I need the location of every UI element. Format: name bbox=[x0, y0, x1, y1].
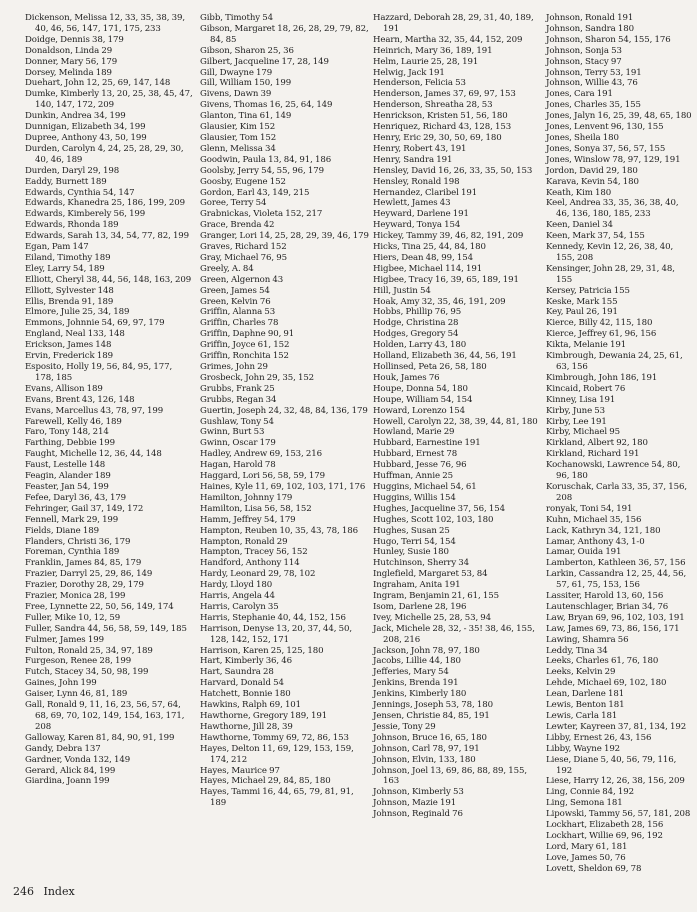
index-entry: Grabnickas, Violeta 152, 217 bbox=[200, 209, 323, 220]
index-entry: Henderson, Shreatha 28, 53 bbox=[373, 100, 493, 111]
index-entry: Houpe, William 54, 154 bbox=[373, 394, 473, 405]
index-entry: Kierce, Billy 42, 115, 180 bbox=[546, 318, 653, 329]
index-entry: Foreman, Cynthia 189 bbox=[25, 547, 120, 558]
index-entry: Johnson, Elvin, 133, 180 bbox=[373, 754, 476, 765]
index-entry: Johnson, Sonja 53 bbox=[546, 45, 622, 56]
index-entry: Hardy, Lloyd 180 bbox=[200, 580, 273, 591]
index-entry: Hughes, Scott 102, 103, 180 bbox=[373, 514, 494, 525]
index-entry: Jenkins, Brenda 191 bbox=[373, 678, 459, 689]
index-entry: Heyward, Tonya 154 bbox=[373, 220, 461, 231]
index-entry: Gilbert, Jacqueline 17, 28, 149 bbox=[200, 56, 329, 67]
index-entry: Hernandez, Claribel 191 bbox=[373, 187, 478, 198]
index-entry: Kirby, Michael 95 bbox=[546, 427, 620, 438]
index-entry: Hoak, Amy 32, 35, 46, 191, 209 bbox=[373, 296, 506, 307]
index-entry: Huggins, Michael 54, 61 bbox=[373, 481, 477, 492]
index-entry: Lamar, Ouida 191 bbox=[546, 547, 622, 558]
index-entry: Franklin, James 84, 85, 179 bbox=[25, 558, 142, 569]
index-entry: Kierce, Jeffrey 61, 96, 156 bbox=[546, 329, 657, 340]
index-entry: Libby, Wayne 192 bbox=[546, 743, 621, 754]
index-entry: Harrison, Karen 25, 125, 180 bbox=[200, 645, 324, 656]
index-entry: Ivey, Michelle 25, 28, 53, 94 bbox=[373, 612, 492, 623]
index-entry: Durden, Daryl 29, 198 bbox=[25, 165, 120, 176]
index-entry: Gaines, John 199 bbox=[25, 678, 97, 689]
index-entry: Leeks, Charles 61, 76, 180 bbox=[546, 656, 659, 667]
index-entry: Jones, Charles 35, 155 bbox=[546, 100, 641, 111]
index-entry: Keske, Mark 155 bbox=[546, 296, 618, 307]
index-entry: Holden, Larry 43, 180 bbox=[373, 340, 467, 351]
index-entry: Henry, Robert 43, 191 bbox=[373, 143, 467, 154]
index-entry: Karava, Kevin 54, 180 bbox=[546, 176, 639, 187]
index-entry: Doidge, Dennis 38, 179 bbox=[25, 34, 124, 45]
index-entry: Free, Lynnette 22, 50, 56, 149, 174 bbox=[25, 601, 174, 612]
index-entry: Kincaid, Robert 76 bbox=[546, 383, 626, 394]
index-entry: Hayes, Delton 11, 69, 129, 153, 159, 174, 212 bbox=[200, 743, 354, 765]
index-entry: Law, James 69, 73, 86, 156, 171 bbox=[546, 623, 680, 634]
index-entry: Glausier, Tom 152 bbox=[200, 132, 277, 143]
index-entry: Grace, Brenda 42 bbox=[200, 220, 275, 231]
index-entry: Hubbard, Ernest 78 bbox=[373, 449, 458, 460]
index-entry: Hodges, Gregory 54 bbox=[373, 329, 459, 340]
index-entry: Holland, Elizabeth 36, 44, 56, 191 bbox=[373, 351, 517, 362]
index-entry: Lean, Darlene 181 bbox=[546, 689, 625, 700]
index-entry: Kinney, Lisa 191 bbox=[546, 394, 616, 405]
index-entry: Edwards, Sarah 13, 34, 54, 77, 82, 199 bbox=[25, 231, 190, 242]
index-entry: Gibson, Sharon 25, 36 bbox=[200, 45, 294, 56]
index-entry: Heyward, Darlene 191 bbox=[373, 209, 469, 220]
index-entry: Grubbs, Frank 25 bbox=[200, 383, 275, 394]
index-entry: Lockhart, Willie 69, 96, 192 bbox=[546, 830, 663, 841]
index-entry: Hobbs, Phillip 76, 95 bbox=[373, 307, 462, 318]
index-entry: Kirby, Lee 191 bbox=[546, 416, 607, 427]
index-entry: Galloway, Karen 81, 84, 90, 91, 199 bbox=[25, 732, 175, 743]
index-entry: Lovett, Sheldon 69, 78 bbox=[546, 863, 642, 874]
index-entry: ronyak, Toni 54, 191 bbox=[546, 503, 633, 514]
index-entry: Edwards, Cynthia 54, 147 bbox=[25, 187, 135, 198]
page-footer bbox=[13, 885, 81, 898]
index-entry: Gwinn, Oscar 179 bbox=[200, 438, 276, 449]
index-entry: Jenkins, Kimberly 180 bbox=[373, 689, 467, 700]
index-entry: Johnson, Reginald 76 bbox=[373, 809, 463, 820]
index-entry: Handford, Anthony 114 bbox=[200, 558, 300, 569]
index-entry: Huffman, Annie 25 bbox=[373, 471, 453, 482]
index-entry: Henry, Sandra 191 bbox=[373, 154, 453, 165]
index-entry: Elmore, Julie 25, 34, 189 bbox=[25, 307, 130, 318]
index-entry: Hughes, Jacqueline 37, 56, 154 bbox=[373, 503, 505, 514]
index-entry: Hawthorne, Gregory 189, 191 bbox=[200, 711, 328, 721]
index-entry: Faught, Michelle 12, 36, 44, 148 bbox=[25, 449, 162, 460]
index-entry: Lewter, Kayreen 37, 81, 134, 192 bbox=[546, 721, 687, 732]
index-column-3 bbox=[373, 13, 543, 820]
index-entry: Lipowski, Tammy 56, 57, 181, 208 bbox=[546, 809, 691, 820]
index-entry: Gaiser, Lynn 46, 81, 189 bbox=[25, 689, 128, 700]
index-entry: Inglefield, Margaret 53, 84 bbox=[373, 569, 488, 580]
index-entry: Fefee, Daryl 36, 43, 179 bbox=[25, 492, 127, 503]
index-entry: Gill, Dwayne 179 bbox=[200, 67, 273, 78]
index-entry: Dunnigan, Elizabeth 34, 199 bbox=[25, 122, 146, 133]
index-entry: Hardy, Leonard 29, 78, 102 bbox=[200, 569, 316, 580]
index-entry: Lockhart, Elizabeth 28, 156 bbox=[546, 820, 664, 831]
index-entry: Ingraham, Anita 191 bbox=[373, 580, 461, 591]
index-entry: Gray, Michael 76, 95 bbox=[200, 252, 287, 263]
index-entry: Harrison, Denyse 13, 20, 37, 44, 50, 128, 142, 152, 171 bbox=[200, 623, 353, 645]
index-entry: Griffin, Joyce 61, 152 bbox=[200, 340, 290, 351]
index-entry: Howland, Marie 29 bbox=[373, 427, 455, 438]
index-entry: Givens, Dawn 39 bbox=[200, 89, 272, 100]
index-entry: Hodge, Christina 28 bbox=[373, 318, 459, 329]
index-entry: Glenn, Melissa 34 bbox=[200, 143, 276, 154]
index-entry: Jones, Sheila 180 bbox=[546, 132, 619, 143]
index-entry: Henrickson, Kristen 51, 56, 180 bbox=[373, 111, 508, 122]
index-entry: Helwig, Jack 191 bbox=[373, 67, 445, 78]
index-entry: Johnson, Carl 78, 97, 191 bbox=[373, 743, 480, 754]
index-entry: Johnson, Sandra 180 bbox=[546, 23, 634, 34]
index-entry: Faust, Lestelle 148 bbox=[25, 460, 106, 471]
index-entry: Goosby, Eugene 152 bbox=[200, 176, 286, 187]
index-column-1 bbox=[25, 13, 193, 787]
index-entry: Gerard, Alick 84, 199 bbox=[25, 765, 116, 776]
index-entry: Graves, Richard 152 bbox=[200, 242, 287, 253]
index-entry: Huggins, Willis 154 bbox=[373, 492, 456, 503]
index-entry: Goree, Terry 54 bbox=[200, 198, 267, 209]
index-entry: Harvard, Donald 54 bbox=[200, 678, 284, 689]
index-entry: Lewis, Carla 181 bbox=[546, 711, 618, 721]
index-entry: Harris, Carolyn 35 bbox=[200, 601, 279, 612]
index-entry: Kensinger, John 28, 29, 31, 48, 155 bbox=[546, 263, 675, 285]
index-entry: Feagin, Alander 189 bbox=[25, 471, 111, 482]
index-entry: Hagan, Harold 78 bbox=[200, 460, 276, 471]
index-entry: Helm, Laurie 25, 28, 191 bbox=[373, 56, 479, 67]
index-entry: Love, James 50, 76 bbox=[546, 852, 626, 863]
index-entry: Givens, Thomas 16, 25, 64, 149 bbox=[200, 100, 333, 111]
index-entry: Hampton, Tracey 56, 152 bbox=[200, 547, 308, 558]
index-entry: Dorsey, Melinda 189 bbox=[25, 67, 112, 78]
index-entry: Lamberton, Kathleen 36, 57, 156 bbox=[546, 558, 686, 569]
index-entry: Johnson, Sharon 54, 155, 176 bbox=[546, 34, 671, 45]
index-entry: Hampton, Reuben 10, 35, 43, 78, 186 bbox=[200, 525, 358, 536]
index-entry: Liese, Diane 5, 40, 56, 79, 116, 192 bbox=[546, 754, 677, 776]
index-entry: Houpe, Donna 54, 180 bbox=[373, 383, 468, 394]
index-entry: Farthing, Debbie 199 bbox=[25, 438, 115, 449]
index-entry: Esposito, Holly 19, 56, 84, 95, 177, 178, 185 bbox=[25, 362, 173, 383]
index-entry: Johnson, Terry 53, 191 bbox=[546, 67, 642, 78]
index-entry: Gandy, Debra 137 bbox=[25, 743, 101, 754]
index-entry: Haggard, Lori 56, 58, 59, 179 bbox=[200, 471, 325, 482]
index-entry: Keel, Andrea 33, 35, 36, 38, 40, 46, 136, 180, 185, 233 bbox=[546, 198, 679, 220]
index-entry: Larkin, Cassandra 12, 25, 44, 56, 57, 61, 75, 153, 156 bbox=[546, 569, 687, 591]
index-entry: Hart, Saundra 28 bbox=[200, 667, 274, 678]
index-entry: Evans, Brent 43, 126, 148 bbox=[25, 394, 135, 405]
index-entry: Harris, Stephanie 40, 44, 152, 156 bbox=[200, 612, 346, 623]
index-entry: Hamm, Jeffrey 54, 179 bbox=[200, 514, 296, 525]
section-label: Index bbox=[43, 885, 75, 898]
index-entry: Guertin, Joseph 24, 32, 48, 84, 136, 179 bbox=[200, 405, 368, 416]
index-entry: Grosbeck, John 29, 35, 152 bbox=[200, 372, 315, 383]
index-entry: Goodwin, Paula 13, 84, 91, 186 bbox=[200, 154, 332, 165]
index-entry: Griffin, Alanna 53 bbox=[200, 307, 276, 318]
index-entry: Fuller, Mike 10, 12, 59 bbox=[25, 612, 121, 623]
index-entry: Kuhn, Michael 35, 156 bbox=[546, 514, 642, 525]
index-entry: Jefferies, Mary 54 bbox=[373, 667, 449, 678]
index-entry: Gushlaw, Tony 54 bbox=[200, 416, 274, 427]
index-entry: Hart, Kimberly 36, 46 bbox=[200, 656, 293, 667]
index-entry: Ingram, Benjamin 21, 61, 155 bbox=[373, 591, 499, 602]
index-entry: Hayes, Maurice 97 bbox=[200, 765, 280, 776]
index-entry: Hayes, Michael 29, 84, 85, 180 bbox=[200, 776, 331, 787]
index-entry: Howell, Carolyn 22, 38, 39, 44, 81, 180 bbox=[373, 416, 538, 427]
index-entry: Eaddy, Burnett 189 bbox=[25, 176, 107, 187]
index-entry: Griffin, Ronchita 152 bbox=[200, 351, 289, 362]
index-entry: Kersey, Patricia 155 bbox=[546, 285, 630, 296]
index-entry: Hubbard, Jesse 76, 96 bbox=[373, 460, 467, 471]
index-entry: Jacobs, Lillie 44, 180 bbox=[373, 656, 461, 667]
index-entry: Dickenson, Melissa 12, 33, 35, 38, 39, 40, 46, 56, 147, 171, 175, 233 bbox=[25, 13, 185, 34]
index-entry: Lautenschlager, Brian 34, 76 bbox=[546, 601, 669, 612]
index-entry: Frazier, Darryl 25, 29, 86, 149 bbox=[25, 569, 153, 580]
index-entry: Johnson, Bruce 16, 65, 180 bbox=[373, 732, 487, 743]
index-entry: Erickson, James 148 bbox=[25, 340, 112, 351]
index-entry: Jones, Jalyn 16, 25, 39, 48, 65, 180 bbox=[546, 111, 692, 122]
index-entry: Edwards, Kimberely 56, 199 bbox=[25, 209, 146, 220]
index-entry: Kimbrough, Dewania 24, 25, 61, 63, 156 bbox=[546, 351, 683, 372]
index-entry: Hawkins, Ralph 69, 101 bbox=[200, 700, 302, 711]
index-entry: Law, Bryan 69, 96, 102, 103, 191 bbox=[546, 612, 685, 623]
index-entry: Kennedy, Kevin 12, 26, 38, 40, 155, 208 bbox=[546, 242, 674, 263]
index-entry: Fuller, Sandra 44, 56, 58, 59, 149, 185 bbox=[25, 623, 187, 634]
index-entry: Glausier, Kim 152 bbox=[200, 122, 276, 133]
index-entry: Ervin, Frederick 189 bbox=[25, 351, 113, 362]
index-entry: Evans, Marcellus 43, 78, 97, 199 bbox=[25, 405, 164, 416]
index-entry: Hawthorne, Tommy 69, 72, 86, 153 bbox=[200, 732, 349, 743]
index-entry: Hensley, Ronald 198 bbox=[373, 176, 460, 187]
index-entry: Howard, Lorenzo 154 bbox=[373, 405, 465, 416]
index-entry: Frazier, Dorothy 28, 29, 179 bbox=[25, 580, 144, 591]
index-entry: Keath, Kim 180 bbox=[546, 187, 612, 198]
index-entry: Isom, Darlene 28, 196 bbox=[373, 601, 467, 612]
index-column-2 bbox=[200, 13, 370, 809]
index-entry: Faro, Tony 148, 214 bbox=[25, 427, 109, 438]
index-entry: Koruschak, Carla 33, 35, 37, 156, 208 bbox=[546, 481, 687, 503]
index-entry: Hickey, Tammy 39, 46, 82, 191, 209 bbox=[373, 231, 524, 242]
index-entry: Donner, Mary 56, 179 bbox=[25, 56, 118, 67]
index-entry: Gall, Ronald 9, 11, 16, 23, 56, 57, 64, 68, 69, 70, 102, 149, 154, 163, 171, 208 bbox=[25, 700, 185, 732]
index-entry: Emmons, Johnnie 54, 69, 97, 179 bbox=[25, 318, 165, 329]
index-entry: Henderson, James 37, 69, 97, 153 bbox=[373, 89, 516, 100]
index-entry: Elliott, Cheryl 38, 44, 56, 148, 163, 209 bbox=[25, 274, 192, 285]
index-entry: Griffin, Daphne 90, 91 bbox=[200, 329, 295, 340]
index-entry: Futch, Stacey 34, 50, 98, 199 bbox=[25, 667, 149, 678]
index-entry: Johnson, Mazie 191 bbox=[373, 798, 457, 809]
index-entry: Green, Kelvin 76 bbox=[200, 296, 271, 307]
index-entry: Gibson, Margaret 18, 26, 28, 29, 79, 82, 84, 85 bbox=[200, 23, 369, 45]
index-entry: Fehringer, Gail 37, 149, 172 bbox=[25, 503, 144, 514]
index-entry: Furgeson, Renee 28, 199 bbox=[25, 656, 132, 667]
index-entry: Gardner, Vonda 132, 149 bbox=[25, 754, 131, 765]
index-entry: Johnson, Kimberly 53 bbox=[373, 787, 464, 798]
index-entry: Hewlett, James 43 bbox=[373, 198, 451, 209]
index-entry: Leddy, Tina 34 bbox=[546, 645, 608, 656]
index-entry: Ellis, Brenda 91, 189 bbox=[25, 296, 114, 307]
index-entry: Heinrich, Mary 36, 189, 191 bbox=[373, 45, 493, 56]
index-entry: Houk, James 76 bbox=[373, 372, 440, 383]
index-entry: Lamar, Anthony 43, 1-0 bbox=[546, 536, 645, 547]
index-entry: Fennell, Mark 29, 199 bbox=[25, 514, 119, 525]
index-entry: Elliott, Sylvester 148 bbox=[25, 285, 114, 296]
index-entry: Goolsby, Jerry 54, 55, 96, 179 bbox=[200, 165, 324, 176]
index-entry: Eley, Larry 54, 189 bbox=[25, 263, 105, 274]
index-entry: Hughes, Susan 25 bbox=[373, 525, 450, 536]
index-entry: Hunley, Susie 180 bbox=[373, 547, 449, 558]
index-entry: Kimbrough, John 186, 191 bbox=[546, 372, 658, 383]
index-entry: Kirkland, Richard 191 bbox=[546, 449, 640, 460]
index-entry: Henriquez, Richard 43, 128, 153 bbox=[373, 122, 512, 133]
index-entry: Hawthorne, Jill 28, 39 bbox=[200, 721, 293, 732]
index-entry: Edwards, Rhonda 189 bbox=[25, 220, 119, 231]
index-entry: Kirby, June 53 bbox=[546, 405, 606, 416]
index-entry: Jennings, Joseph 53, 78, 180 bbox=[373, 700, 493, 711]
index-entry: Dumke, Kimberly 13, 20, 25, 38, 45, 47, 140, 147, 172, 209 bbox=[25, 89, 193, 111]
index-entry: Keen, Mark 37, 54, 155 bbox=[546, 231, 645, 242]
index-entry: Kirkland, Albert 92, 180 bbox=[546, 438, 648, 449]
index-entry: Eiland, Timothy 189 bbox=[25, 252, 111, 263]
index-entry: Kikta, Melanie 191 bbox=[546, 340, 627, 351]
index-entry: Giardina, Joann 199 bbox=[25, 776, 110, 787]
index-entry: Leeks, Kelvin 29 bbox=[546, 667, 616, 678]
index-entry: England, Neal 133, 148 bbox=[25, 329, 125, 340]
index-entry: Johnson, Joel 13, 69, 86, 88, 89, 155, 163 bbox=[373, 765, 527, 787]
index-entry: Gill, William 150, 199 bbox=[200, 78, 292, 89]
index-entry: Jensen, Christie 84, 85, 191 bbox=[373, 711, 490, 721]
index-entry: Henry, Eric 29, 30, 50, 69, 180 bbox=[373, 132, 502, 143]
index-entry: Jones, Cara 191 bbox=[546, 89, 613, 100]
index-entry: Glanton, Tina 61, 149 bbox=[200, 111, 292, 122]
index-entry: Dupree, Anthony 43, 50, 199 bbox=[25, 132, 147, 143]
index-entry: Jones, Sonya 37, 56, 57, 155 bbox=[546, 143, 666, 154]
index-entry: Hatchett, Bonnie 180 bbox=[200, 689, 291, 700]
index-entry: Farewell, Kelly 46, 189 bbox=[25, 416, 122, 427]
index-entry: Lassiter, Harold 13, 60, 156 bbox=[546, 591, 664, 602]
index-entry: Kochanowski, Lawrence 54, 80, 96, 180 bbox=[546, 460, 681, 482]
index-entry: Grubbs, Regan 34 bbox=[200, 394, 277, 405]
index-entry: Johnson, Willie 43, 76 bbox=[546, 78, 638, 89]
index-column-4 bbox=[546, 13, 692, 875]
index-entry: Hensley, David 16, 26, 33, 35, 50, 153 bbox=[373, 165, 533, 176]
index-entry: Hiers, Dean 48, 99, 154 bbox=[373, 252, 473, 263]
index-entry: Jack, Michele 28, 32, - 35! 38, 46, 155, 208, 216 bbox=[373, 623, 535, 645]
index-entry: Dunkin, Andrea 34, 199 bbox=[25, 111, 126, 122]
index-entry: Johnson, Ronald 191 bbox=[546, 13, 634, 23]
index-entry: Edwards, Khanedra 25, 186, 199, 209 bbox=[25, 198, 185, 209]
index-entry: Lawing, Shamra 56 bbox=[546, 634, 629, 645]
index-entry: Fields, Diane 189 bbox=[25, 525, 99, 536]
index-entry: Johnson, Stacy 97 bbox=[546, 56, 622, 67]
index-entry: Hamilton, Johnny 179 bbox=[200, 492, 293, 503]
page-number: 246 bbox=[13, 885, 34, 898]
index-entry: Libby, Ernest 26, 43, 156 bbox=[546, 732, 652, 743]
index-entry: Hugo, Terri 54, 154 bbox=[373, 536, 456, 547]
index-entry: Durden, Carolyn 4, 24, 25, 28, 29, 30, 40, 46, 189 bbox=[25, 143, 184, 165]
index-entry: Evans, Allison 189 bbox=[25, 383, 103, 394]
index-entry: Lewis, Benton 181 bbox=[546, 700, 625, 711]
index-entry: Harris, Angela 44 bbox=[200, 591, 275, 602]
index-entry: Higbee, Michael 114, 191 bbox=[373, 263, 483, 274]
index-entry: Green, James 54 bbox=[200, 285, 270, 296]
index-entry: Lehde, Michael 69, 102, 180 bbox=[546, 678, 667, 689]
index-entry: Granger, Lori 14, 25, 28, 29, 39, 46, 179 bbox=[200, 231, 369, 242]
index-entry: Gwinn, Burt 53 bbox=[200, 427, 265, 438]
index-entry: Haines, Kyle 11, 69, 102, 103, 171, 176 bbox=[200, 481, 366, 492]
index-entry: Jones, Winslow 78, 97, 129, 191 bbox=[546, 154, 681, 165]
index-entry: Ling, Semona 181 bbox=[546, 798, 623, 809]
index-entry: Gibb, Timothy 54 bbox=[200, 13, 273, 23]
index-entry: Jones, Lenvent 96, 130, 155 bbox=[546, 122, 664, 133]
index-entry: Hollinsed, Peta 26, 58, 180 bbox=[373, 362, 487, 372]
index-entry: Grimes, John 29 bbox=[200, 362, 268, 372]
index-entry: Hicks, Tina 25, 44, 84, 180 bbox=[373, 242, 486, 253]
index-entry: Green, Algernon 43 bbox=[200, 274, 284, 285]
index-entry: Hubbard, Earnestine 191 bbox=[373, 438, 481, 449]
index-entry: Lord, Mary 61, 181 bbox=[546, 841, 628, 852]
index-entry: Griffin, Charles 78 bbox=[200, 318, 279, 329]
index-entry: Duehart, John 12, 25, 69, 147, 148 bbox=[25, 78, 171, 89]
index-entry: Hill, Justin 54 bbox=[373, 285, 431, 296]
index-entry: Keen, Daniel 34 bbox=[546, 220, 613, 231]
index-entry: Lack, Kathryn 34, 121, 180 bbox=[546, 525, 661, 536]
index-entry: Hampton, Ronald 29 bbox=[200, 536, 288, 547]
index-entry: Egan, Pam 147 bbox=[25, 242, 89, 253]
index-entry: Liese, Harry 12, 26, 38, 156, 209 bbox=[546, 776, 685, 787]
index-entry: Frazier, Monica 28, 199 bbox=[25, 591, 126, 602]
index-entry: Donaldson, Linda 29 bbox=[25, 45, 113, 56]
index-entry: Higbee, Tracy 16, 39, 65, 189, 191 bbox=[373, 274, 519, 285]
index-entry: Hayes, Tammi 16, 44, 65, 79, 81, 91, 189 bbox=[200, 787, 354, 809]
index-entry: Hamilton, Lisa 56, 58, 152 bbox=[200, 503, 312, 514]
index-entry: Henderson, Felicia 53 bbox=[373, 78, 466, 89]
index-entry: Fulton, Ronald 25, 34, 97, 189 bbox=[25, 645, 153, 656]
index-entry: Hazzard, Deborah 28, 29, 31, 40, 189, 191 bbox=[373, 13, 534, 34]
index-entry: Key, Paul 26, 191 bbox=[546, 307, 618, 318]
index-entry: Jessie, Tony 29 bbox=[373, 721, 436, 732]
index-entry: Hutchinson, Sherry 34 bbox=[373, 558, 470, 569]
index-entry: Feaster, Jan 54, 199 bbox=[25, 481, 109, 492]
index-entry: Ling, Connie 84, 192 bbox=[546, 787, 634, 798]
index-entry: Jackson, John 78, 97, 180 bbox=[373, 645, 480, 656]
index-entry: Flanders, Christi 36, 179 bbox=[25, 536, 131, 547]
index-entry: Gordon, Earl 43, 149, 215 bbox=[200, 187, 310, 198]
index-entry: Hadley, Andrew 69, 153, 216 bbox=[200, 449, 323, 460]
index-entry: Fulmer, James 199 bbox=[25, 634, 104, 645]
index-entry: Jordon, David 29, 180 bbox=[546, 165, 638, 176]
index-entry: Hearn, Martha 32, 35, 44, 152, 209 bbox=[373, 34, 523, 45]
index-entry: Greely, A. 84 bbox=[200, 263, 254, 274]
